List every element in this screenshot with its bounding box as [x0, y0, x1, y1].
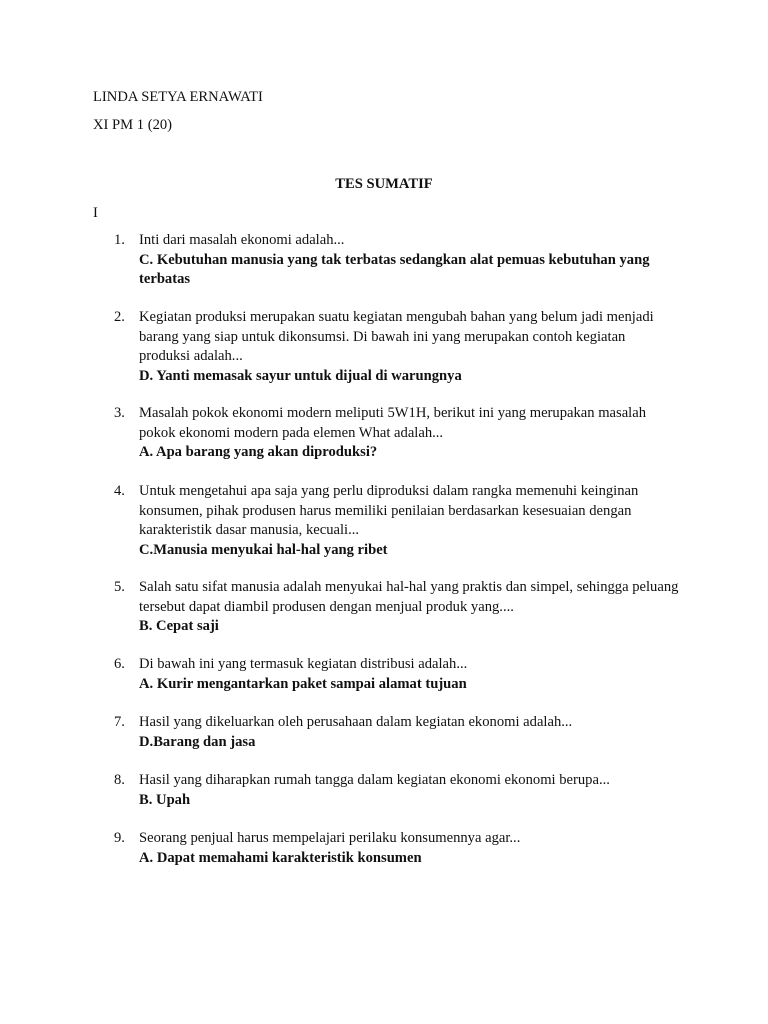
question-number: 5.: [114, 579, 125, 595]
document-title: TES SUMATIF: [335, 176, 433, 192]
question-text: Masalah pokok ekonomi modern meliputi 5W1H, berikut ini yang merupakan masalah pokok ekonomi modern pada elemen What adalah...: [139, 405, 647, 441]
question-text: Hasil yang dikeluarkan oleh perusahaan dalam kegiatan ekonomi adalah...: [139, 714, 573, 730]
question-number: 8.: [114, 772, 125, 788]
question-number: 1.: [114, 232, 125, 248]
question-text: Hasil yang diharapkan rumah tangga dalam kegiatan ekonomi ekonomi berupa...: [139, 772, 610, 788]
answer-text: A. Apa barang yang akan diproduksi?: [139, 444, 378, 461]
question-body: [139, 231, 679, 290]
question-body: [139, 404, 679, 463]
question-body: [139, 578, 679, 637]
question-number: 4.: [114, 483, 125, 499]
question-text: Seorang penjual harus mempelajari perilaku konsumennya agar...: [139, 830, 521, 846]
answer-text: A. Kurir mengantarkan paket sampai alamat tujuan: [139, 675, 467, 692]
question-body: [139, 713, 679, 752]
question-text: Salah satu sifat manusia adalah menyukai hal-hal yang praktis dan simpel, sehingga peluang tersebut dapat diambil produsen dengan menjual produk yang....: [139, 579, 679, 615]
question-number: 9.: [114, 830, 125, 846]
question-body: [139, 482, 679, 560]
student-name: LINDA SETYA ERNAWATI: [93, 89, 263, 105]
question-body: [139, 655, 679, 694]
answer-text: B. Upah: [139, 791, 191, 808]
question-number: 6.: [114, 656, 125, 672]
question-number: 3.: [114, 405, 125, 421]
question-text: Inti dari masalah ekonomi adalah...: [139, 232, 345, 248]
answer-text: C. Kebutuhan manusia yang tak terbatas sedangkan alat pemuas kebutuhan yang terbatas: [139, 251, 650, 288]
section-label: I: [93, 205, 98, 221]
answer-text: D.Barang dan jasa: [139, 733, 256, 750]
answer-text: D. Yanti memasak sayur untuk dijual di warungnya: [139, 367, 462, 384]
question-text: Di bawah ini yang termasuk kegiatan distribusi adalah...: [139, 656, 468, 672]
answer-text: C.Manusia menyukai hal-hal yang ribet: [139, 541, 388, 558]
question-number: 7.: [114, 714, 125, 730]
question-body: [139, 308, 679, 386]
answer-text: B. Cepat saji: [139, 618, 219, 635]
question-number: 2.: [114, 309, 125, 325]
answer-text: A. Dapat memahami karakteristik konsumen: [139, 849, 422, 866]
question-text: Untuk mengetahui apa saja yang perlu diproduksi dalam rangka memenuhi keinginan konsumen, pihak produsen harus memiliki penilaian berdasarkan kesesuaian dengan karakteristik dasar manusia, kecuali...: [139, 483, 639, 539]
question-body: [139, 829, 679, 868]
class-info: XI PM 1 (20): [93, 117, 173, 133]
question-body: [139, 771, 679, 810]
question-text: Kegiatan produksi merupakan suatu kegiatan mengubah bahan yang belum jadi menjadi barang yang siap untuk dikonsumsi. Di bawah ini yang merupakan contoh kegiatan produksi adalah...: [139, 309, 654, 365]
